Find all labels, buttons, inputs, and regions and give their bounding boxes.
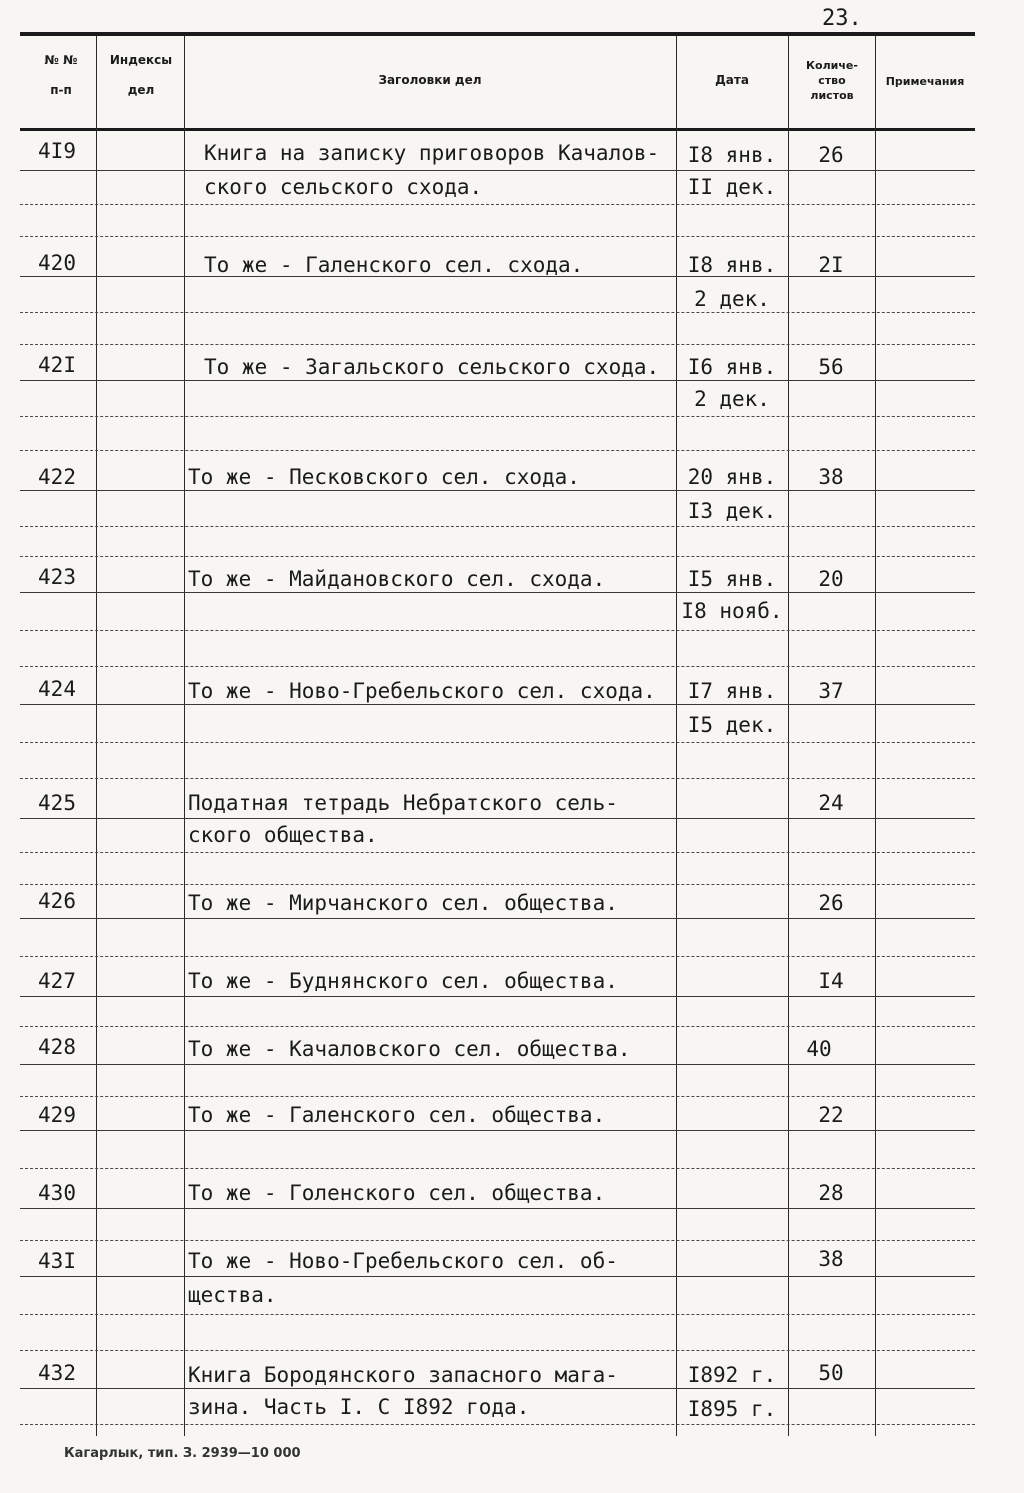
row-rule	[20, 1240, 975, 1241]
row-num: 423	[38, 565, 76, 589]
header-bottom-rule	[20, 128, 975, 131]
row-date: 2 дек.	[694, 287, 770, 311]
row-num: 424	[38, 677, 76, 701]
row-num: 425	[38, 791, 76, 815]
row-date: I8 янв.	[687, 143, 777, 167]
header-title: Заголовки дел	[378, 73, 482, 87]
row-rule	[20, 1424, 975, 1425]
row-date: I3 дек.	[687, 499, 777, 523]
row-date: 2 дек.	[694, 387, 770, 411]
header-num-line: п-п	[50, 83, 72, 97]
print-footer: Кагарлык, тип. З. 2939—10 000	[64, 1446, 301, 1461]
column-divider	[788, 36, 789, 1436]
column-divider	[96, 36, 97, 1436]
header-qty-line: листов	[810, 89, 854, 102]
row-num: 422	[38, 465, 76, 489]
row-qty: 37	[818, 679, 844, 703]
row-num: 42I	[38, 353, 76, 377]
row-qty: 26	[818, 891, 844, 915]
row-title: То же - Ново-Гребельского сел. схода.	[188, 679, 656, 703]
row-qty: 2I	[818, 253, 844, 277]
row-qty: 28	[818, 1181, 844, 1205]
row-date: I892 г.	[687, 1363, 777, 1387]
column-divider	[184, 36, 185, 1436]
row-rule	[20, 1314, 975, 1315]
row-num: 429	[38, 1103, 76, 1127]
row-title: То же - Галенского сел. схода.	[204, 253, 584, 277]
row-rule	[20, 1064, 975, 1065]
row-rule	[20, 884, 975, 885]
column-divider	[875, 36, 876, 1436]
row-rule	[20, 236, 975, 237]
header-qty-line: ство	[818, 74, 846, 87]
row-rule	[20, 344, 975, 345]
row-title: То же - Песковского сел. схода.	[188, 465, 580, 489]
row-rule	[20, 1350, 975, 1351]
row-qty: I4	[818, 969, 844, 993]
row-rule	[20, 778, 975, 779]
row-title: щества.	[188, 1283, 277, 1307]
row-rule	[20, 556, 975, 557]
row-rule	[20, 450, 975, 451]
row-title: Книга на записку приговоров Качалов-	[204, 141, 660, 165]
row-title: То же - Майдановского сел. схода.	[188, 567, 606, 591]
row-qty: 38	[818, 465, 844, 489]
row-num: 420	[38, 251, 76, 275]
row-qty: 40	[806, 1037, 832, 1061]
row-rule	[20, 956, 975, 957]
row-title: То же - Ново-Гребельского сел. об-	[188, 1249, 618, 1273]
row-title: То же - Галенского сел. общества.	[188, 1103, 606, 1127]
row-num: 430	[38, 1181, 76, 1205]
row-date: I5 дек.	[687, 713, 777, 737]
row-qty: 24	[818, 791, 844, 815]
row-rule	[20, 416, 975, 417]
row-rule	[20, 818, 975, 819]
row-date: I7 янв.	[687, 679, 777, 703]
row-rule	[20, 852, 975, 853]
row-rule	[20, 742, 975, 743]
row-title: То же - Качаловского сел. общества.	[188, 1037, 631, 1061]
header-num-line: № №	[44, 53, 78, 67]
row-rule	[20, 666, 975, 667]
row-rule	[20, 312, 975, 313]
row-title: зина. Часть I. С I892 года.	[188, 1395, 530, 1419]
row-rule	[20, 918, 975, 919]
row-rule	[20, 1168, 975, 1169]
row-rule	[20, 1026, 975, 1027]
top-rule	[20, 32, 975, 36]
row-date: I5 янв.	[687, 567, 777, 591]
row-title: ского сельского схода.	[204, 175, 483, 199]
header-date: Дата	[715, 73, 749, 87]
row-num: 432	[38, 1361, 76, 1385]
header-index	[98, 52, 184, 98]
row-qty: 26	[818, 143, 844, 167]
row-num: 427	[38, 969, 76, 993]
row-title: ского общества.	[188, 823, 378, 847]
row-title: То же - Загальского сельского схода.	[204, 355, 660, 379]
row-num: 426	[38, 889, 76, 913]
page-number: 23.	[822, 6, 862, 31]
row-qty: 20	[818, 567, 844, 591]
header-num	[28, 52, 94, 98]
row-rule	[20, 1130, 975, 1131]
row-rule	[20, 526, 975, 527]
row-rule	[20, 204, 975, 205]
row-qty: 56	[818, 355, 844, 379]
row-title: Податная тетрадь Небратского сель-	[188, 791, 618, 815]
row-title: То же - Буднянского сел. общества.	[188, 969, 618, 993]
row-num: 43I	[38, 1249, 76, 1273]
row-num: 428	[38, 1035, 76, 1059]
row-date: I6 янв.	[687, 355, 777, 379]
row-rule	[20, 996, 975, 997]
row-rule	[20, 170, 975, 171]
row-qty: 22	[818, 1103, 844, 1127]
row-date: 20 янв.	[687, 465, 777, 489]
row-rule	[20, 1096, 975, 1097]
header-notes: Примечания	[885, 75, 965, 88]
row-date: I895 г.	[687, 1397, 777, 1421]
header-qty-line: Количе-	[806, 59, 858, 72]
row-title: То же - Мирчанского сел. общества.	[188, 891, 618, 915]
header-qty	[790, 58, 874, 103]
row-date: I8 нояб.	[681, 599, 783, 623]
row-rule	[20, 630, 975, 631]
row-qty: 50	[818, 1361, 844, 1385]
header-index-line: Индексы	[109, 53, 173, 67]
header-index-line: дел	[127, 83, 155, 97]
row-date: II дек.	[687, 175, 777, 199]
row-num: 4I9	[38, 139, 76, 163]
row-rule	[20, 1208, 975, 1209]
row-date: I8 янв.	[687, 253, 777, 277]
row-title: То же - Голенского сел. общества.	[188, 1181, 606, 1205]
row-title: Книга Бородянского запасного мага-	[188, 1363, 618, 1387]
row-rule	[20, 1276, 975, 1277]
row-qty: 38	[818, 1247, 844, 1271]
